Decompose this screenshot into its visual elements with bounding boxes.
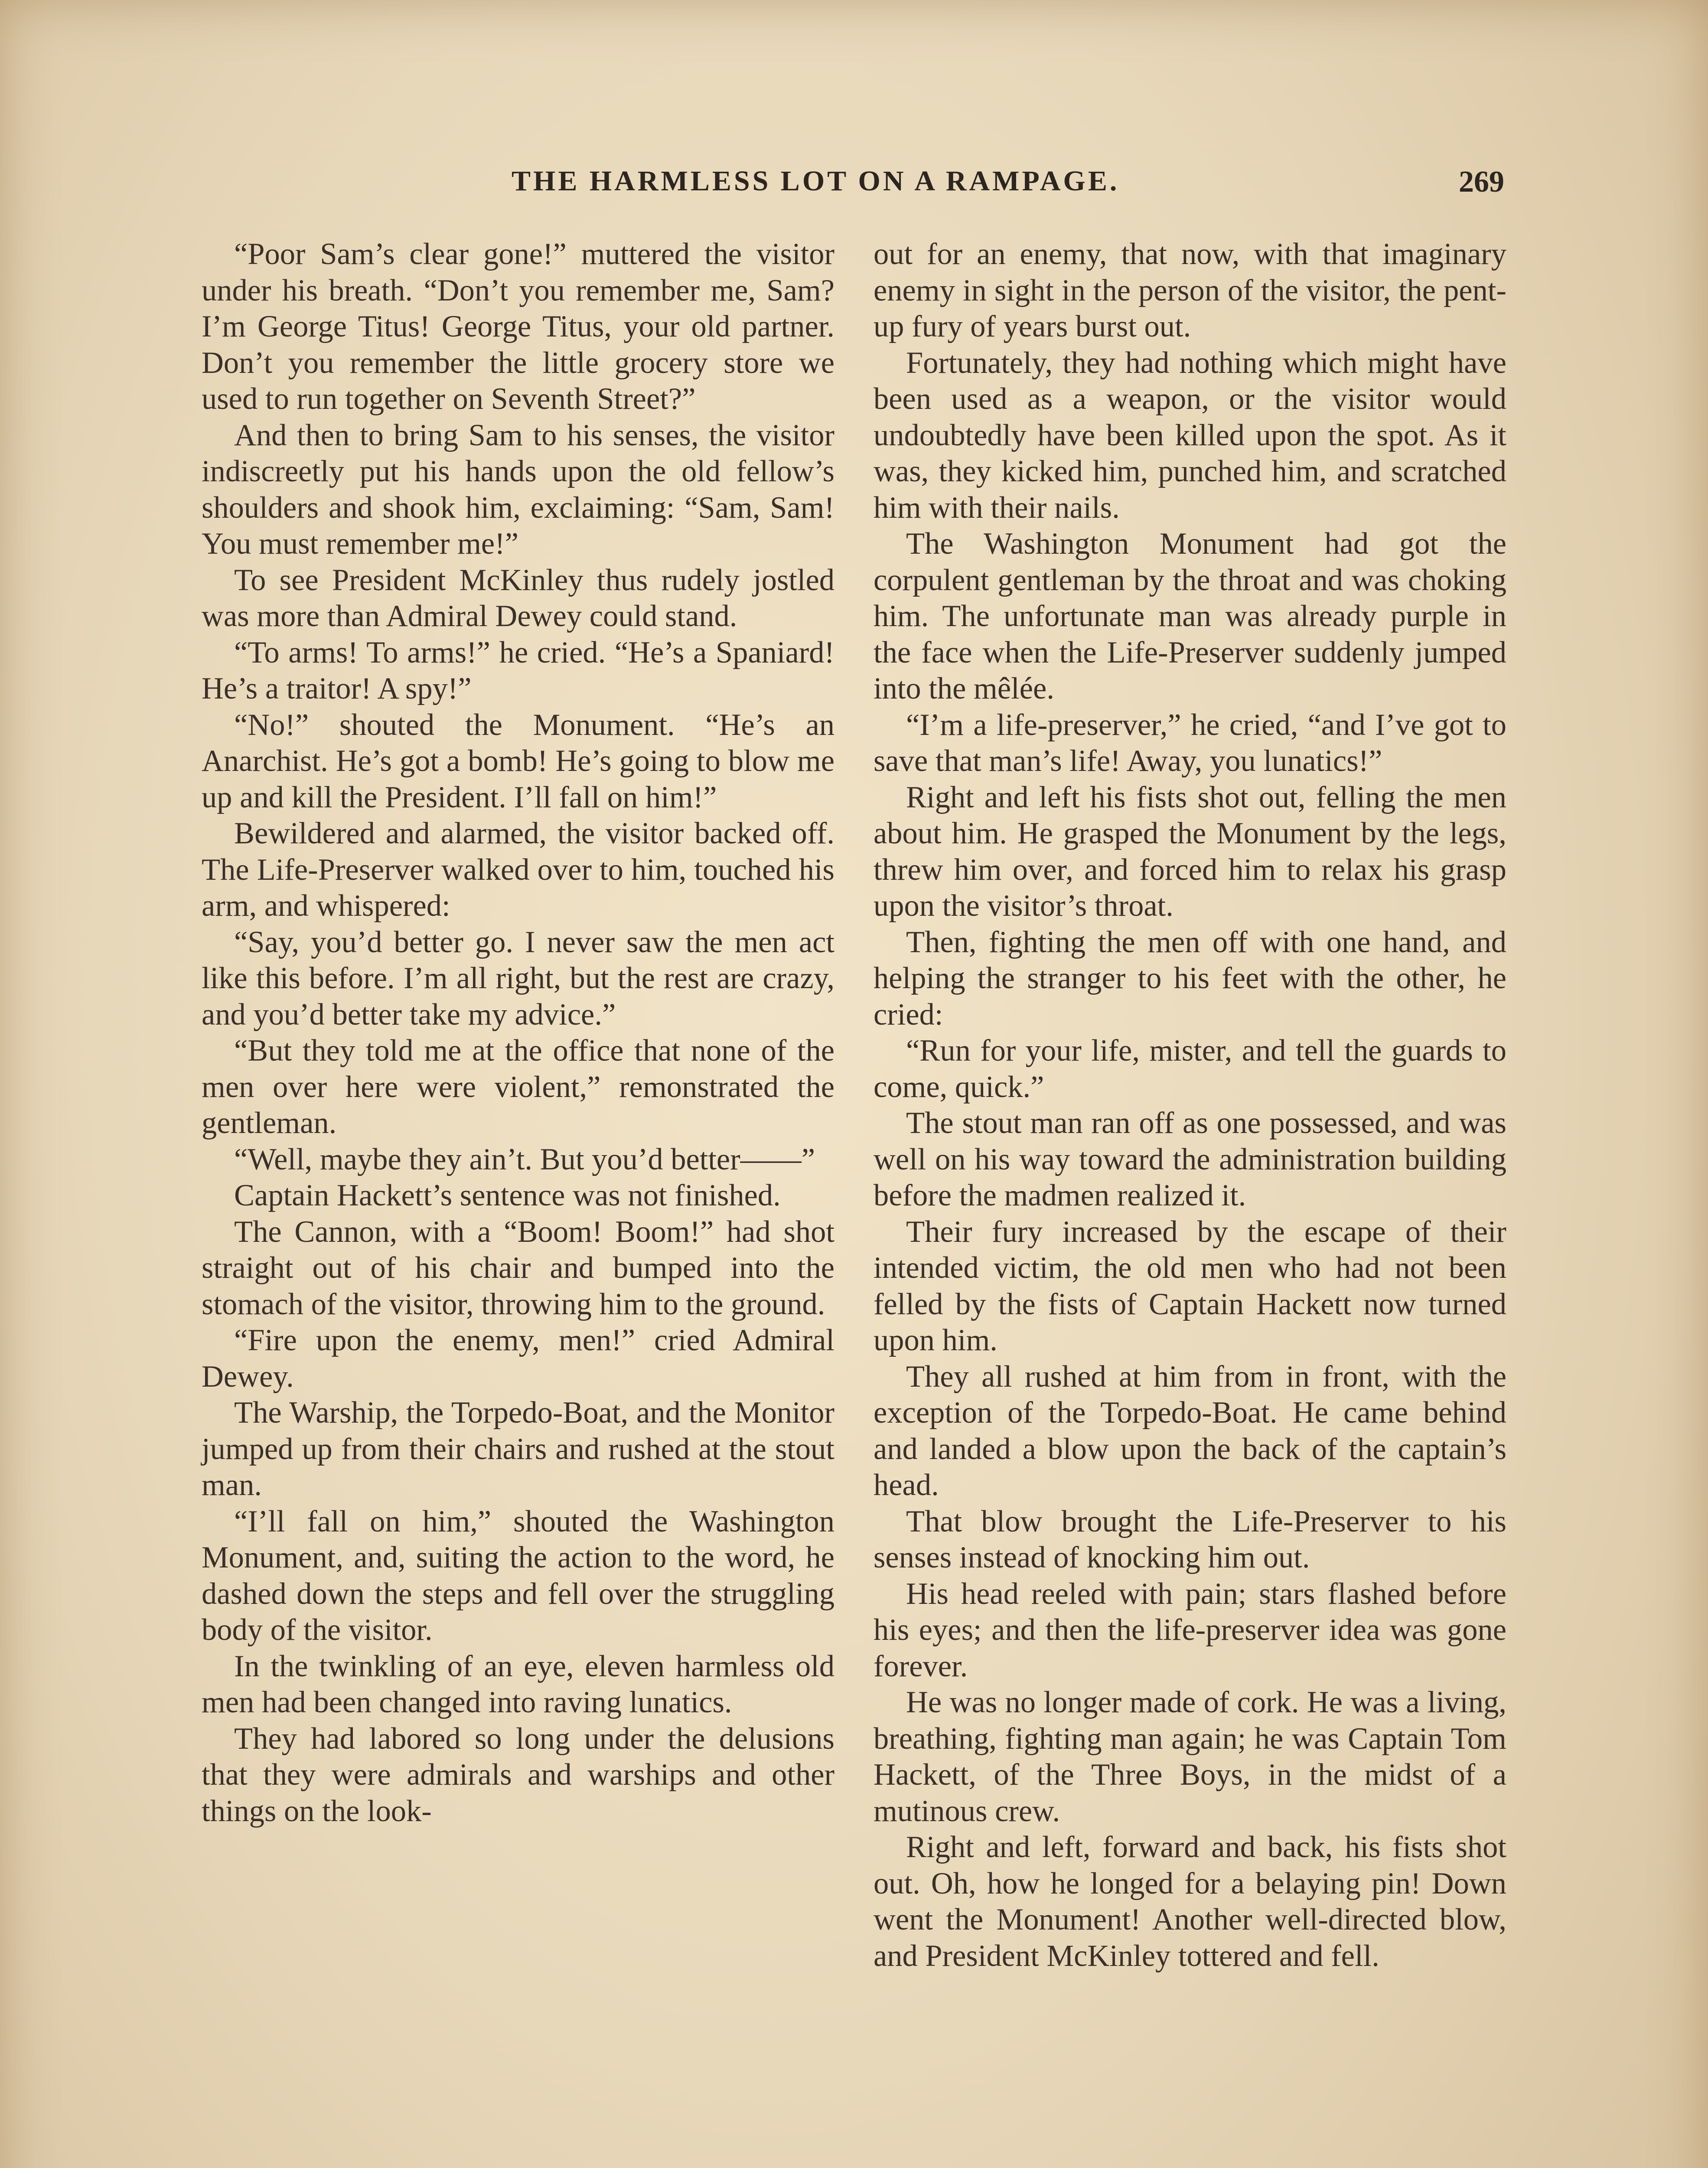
paragraph: Then, fighting the men off with one hand, and helping the stranger to his feet with the other, he cried:	[874, 925, 1506, 1032]
paragraph: That blow brought the Life-Preserver to his senses instead of knocking him out.	[874, 1504, 1506, 1574]
paragraph: Bewildered and alarmed, the visitor backed off. The Life-Preserver walked over to him, touched his arm, and whispered:	[202, 816, 834, 923]
paragraph: In the twinkling of an eye, eleven harmless old men had been changed into raving lunatics.	[202, 1649, 834, 1719]
paragraph-continued: out for an enemy, that now, with that imaginary enemy in sight in the person of the visitor, the pent-up fury of years burst out.	[874, 237, 1506, 343]
paragraph: “But they told me at the office that none of the men over here were violent,” remonstrated the gentleman.	[202, 1034, 834, 1140]
paragraph: Fortunately, they had nothing which might have been used as a weapon, or the visitor would undoubtedly have been killed upon the spot. As it was, they kicked him, punched him, and scratched him with their nails.	[874, 346, 1506, 525]
paragraph: “To arms! To arms!” he cried. “He’s a Spaniard! He’s a traitor! A spy!”	[202, 635, 834, 705]
paragraph: The Washington Monument had got the corpulent gentleman by the throat and was choking him. The unfortunate man was already purple in the face when the Life-Preserver suddenly jumped into the mêlée.	[874, 527, 1506, 705]
paragraph: “Fire upon the enemy, men!” cried Admiral Dewey.	[202, 1323, 834, 1394]
paragraph: “Say, you’d better go. I never saw the men act like this before. I’m all right, but the rest are crazy, and you’d better take my advice.”	[202, 925, 834, 1032]
page-number: 269	[1459, 165, 1504, 199]
running-title: THE HARMLESS LOT ON A RAMPAGE.	[512, 165, 1120, 197]
paragraph: And then to bring Sam to his senses, the visitor indiscreetly put his hands upon the old fellow’s shoulders and shook him, exclaiming: “Sam, Sam! You must remember me!”	[202, 418, 834, 561]
left-column	[202, 236, 834, 1829]
paragraph: To see President McKinley thus rudely jostled was more than Admiral Dewey could stand.	[202, 563, 834, 633]
paragraph: They all rushed at him from in front, with the exception of the Torpedo-Boat. He came behind and landed a blow upon the back of the captain’s head.	[874, 1359, 1506, 1502]
paragraph: The Cannon, with a “Boom! Boom!” had shot straight out of his chair and bumped into the stomach of the visitor, throwing him to the ground.	[202, 1215, 834, 1321]
paragraph: The Warship, the Torpedo-Boat, and the Monitor jumped up from their chairs and rushed at the stout man.	[202, 1396, 834, 1502]
paragraph: Right and left, forward and back, his fists shot out. Oh, how he longed for a belaying pin! Down went the Monument! Another well-directed blow, and President McKinley tottered and fell.	[874, 1830, 1506, 1973]
paragraph: His head reeled with pain; stars flashed before his eyes; and then the life-preserver idea was gone forever.	[874, 1577, 1506, 1683]
paragraph: “I’m a life-preserver,” he cried, “and I’ve got to save that man’s life! Away, you lunatics!”	[874, 708, 1506, 778]
paragraph: Their fury increased by the escape of their intended victim, the old men who had not been felled by the fists of Captain Hackett now turned upon him.	[874, 1215, 1506, 1357]
paragraph: Right and left his fists shot out, felling the men about him. He grasped the Monument by the legs, threw him over, and forced him to relax his grasp upon the visitor’s throat.	[874, 780, 1506, 923]
running-head	[512, 156, 1504, 208]
paragraph: He was no longer made of cork. He was a living, breathing, fighting man again; he was Captain Tom Hackett, of the Three Boys, in the midst of a mutinous crew.	[874, 1685, 1506, 1828]
paragraph: “Poor Sam’s clear gone!” muttered the visitor under his breath. “Don’t you remember me, Sam? I’m George Titus! George Titus, your old partner. Don’t you remember the little grocery store we used to run together on Seventh Street?”	[202, 237, 834, 416]
right-column	[874, 236, 1506, 1974]
paragraph: Captain Hackett’s sentence was not finished.	[234, 1179, 781, 1212]
paragraph: The stout man ran off as one possessed, and was well on his way toward the administration building before the madmen realized it.	[874, 1106, 1506, 1212]
paragraph: They had labored so long under the delusions that they were admirals and warships and other things on the look-	[202, 1721, 834, 1828]
paragraph: “No!” shouted the Monument. “He’s an Anarchist. He’s got a bomb! He’s going to blow me up and kill the President. I’ll fall on him!”	[202, 708, 834, 814]
paragraph: “Well, maybe they ain’t. But you’d better——”	[234, 1142, 815, 1176]
paragraph: “I’ll fall on him,” shouted the Washington Monument, and, suiting the action to the word, he dashed down the steps and fell over the struggling body of the visitor.	[202, 1504, 834, 1647]
paragraph: “Run for your life, mister, and tell the guards to come, quick.”	[874, 1034, 1506, 1104]
